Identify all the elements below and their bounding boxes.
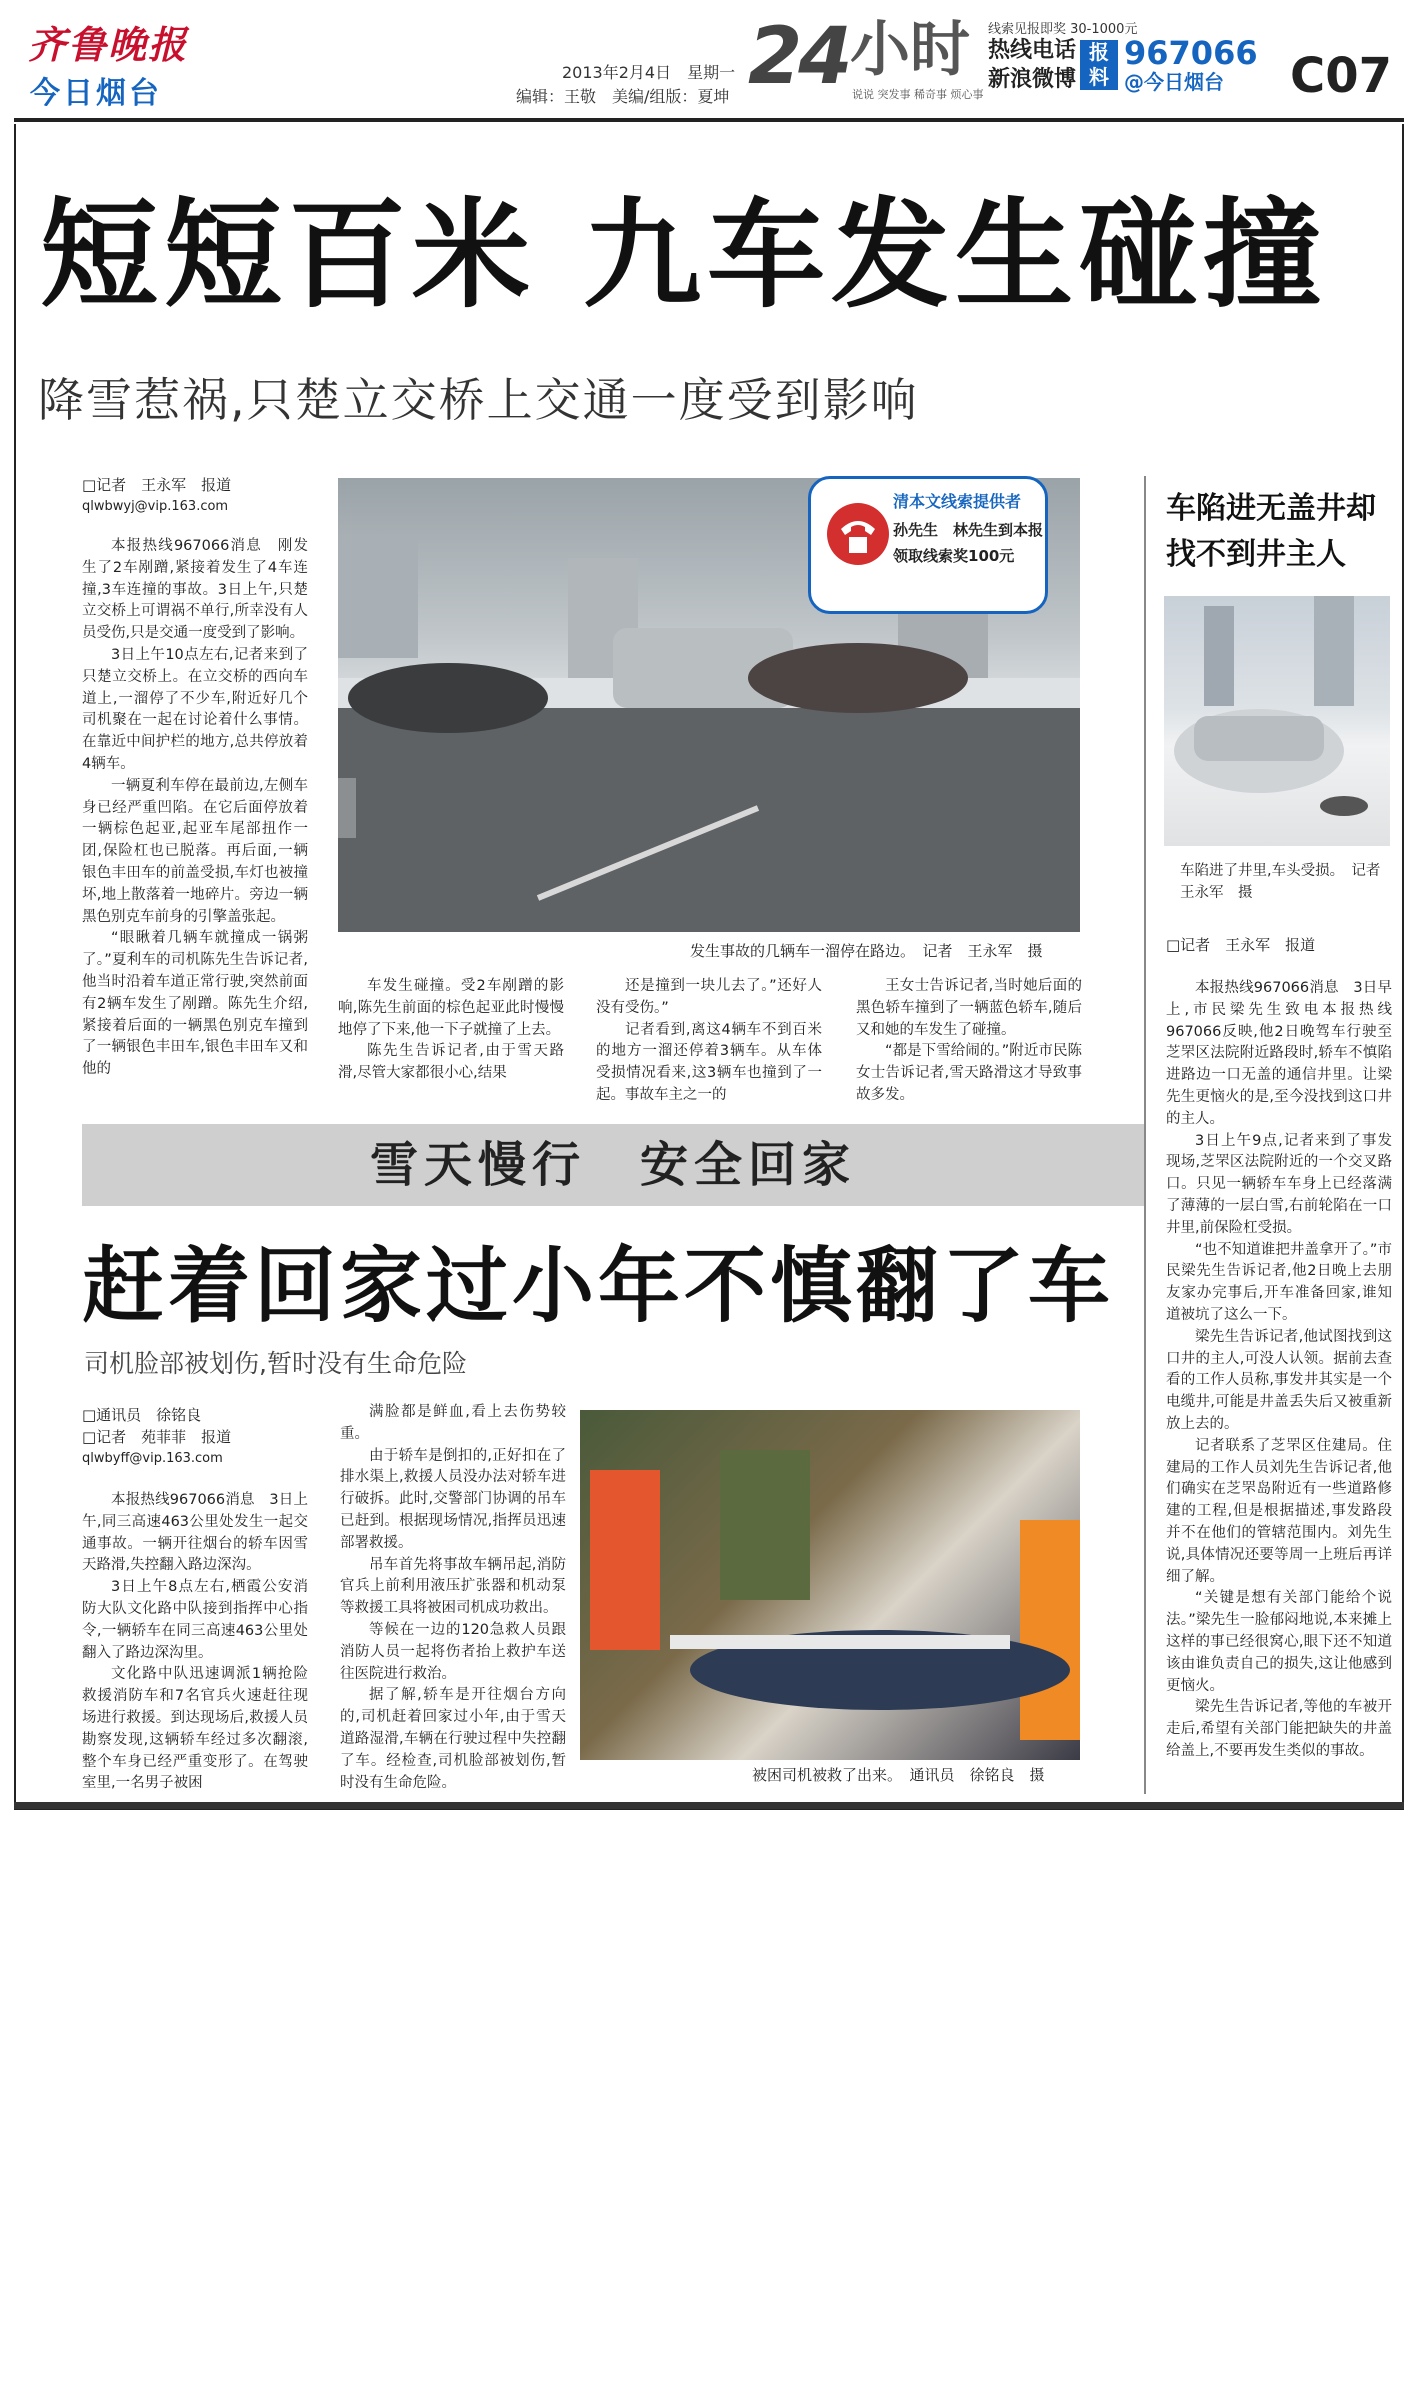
paragraph: 3日上午8点左右,栖霞公安消防大队文化路中队接到指挥中心指令,一辆轿车在同三高速463公里处翻入了路边深沟里。 xyxy=(82,1579,308,1661)
second-subheadline: 司机脸部被划伤,暂时没有生命危险 xyxy=(84,1349,467,1378)
main-column-3 xyxy=(596,976,822,1106)
sidebar-byline: □记者 王永军 报道 xyxy=(1166,936,1316,954)
paragraph: 吊车首先将事故车辆吊起,消防官兵上前利用液压扩张器和机动泵等救援工具将被困司机成功救出。 xyxy=(340,1556,566,1617)
paragraph: 王女士告诉记者,当时她后面的黑色轿车撞到了一辆蓝色轿车,随后又和她的车发生了碰撞。 xyxy=(856,978,1082,1038)
tip-reward-title: 清本文线索提供者 xyxy=(893,492,1022,511)
paragraph: “也不知道谁把井盖拿开了。”市民梁先生告诉记者,他2日晚上去朋友家办完事后,开车准备回家,谁知道被坑了这么一下。 xyxy=(1166,1241,1392,1323)
main-column-4 xyxy=(856,976,1082,1106)
byline-reporter: □记者 王永军 报道 xyxy=(82,476,232,494)
section-brand-number: 24 xyxy=(748,12,849,102)
main-byline xyxy=(82,474,332,518)
paragraph: 还是撞到一块儿去了。”还好人没有受伤。” xyxy=(596,978,822,1016)
baoliao-badge: 报料 xyxy=(1080,40,1118,90)
main-headline: 短短百米 九车发生碰撞 xyxy=(40,186,1328,324)
paragraph: 满脸都是鲜血,看上去伤势较重。 xyxy=(340,1404,566,1442)
phone-icon-glyph xyxy=(827,503,889,565)
tip-reward-amount: 领取线索奖100元 xyxy=(893,547,1015,565)
main-column-1 xyxy=(82,536,308,1106)
newspaper-logo: 齐鲁晚报 xyxy=(28,22,189,67)
reward-note: 线索见报即奖 30-1000元 xyxy=(988,22,1138,37)
sidebar-photo xyxy=(1164,596,1390,846)
tip-reward-names: 孙先生 林先生到本报 xyxy=(893,521,1044,539)
paragraph: 梁先生告诉记者,等他的车被开走后,希望有关部门能把缺失的井盖给盖上,不要再发生类似的事故。 xyxy=(1166,1699,1392,1759)
byline-email: qlwbyff@vip.163.com xyxy=(82,1451,223,1466)
header-rule xyxy=(14,118,1404,122)
tip-reward-box xyxy=(808,476,1048,614)
main-subheadline: 降雪惹祸,只楚立交桥上交通一度受到影响 xyxy=(38,373,919,427)
paragraph: 记者看到,离这4辆车不到百米的地方一溜还停着3辆车。从车体受损情况看来,这3辆车也撞到了一起。事故车主之一的 xyxy=(596,1021,822,1103)
page-number: C07 xyxy=(1290,48,1393,104)
byline-correspondent: □通讯员 徐铭良 xyxy=(82,1406,202,1424)
sidebar-body xyxy=(1166,978,1392,1792)
rescue-photo-caption: 被困司机被救了出来。 通讯员 徐铭良 摄 xyxy=(752,1766,1045,1784)
paragraph: “关键是想有关部门能给个说法。”梁先生一脸郁闷地说,本来摊上这样的事已经很窝心,眼下还不知道该由谁负责自己的损失,这让他感到更恼火。 xyxy=(1166,1590,1392,1694)
paragraph: 3日上午9点,记者来到了事发现场,芝罘区法院附近的一个交叉路口。只见一辆轿车车身上已经落满了薄薄的一层白雪,右前轮陷在一口井里,前保险杠受损。 xyxy=(1166,1132,1392,1236)
second-byline xyxy=(82,1404,322,1470)
weibo-label: 新浪微博 xyxy=(988,67,1077,92)
paragraph: 梁先生告诉记者,他试图找到这口井的主人,可没人认领。据前去查看的工作人员称,事发井其实是一个电缆井,可能是井盖丢失后又被重新放上去的。 xyxy=(1166,1328,1392,1432)
section-brand-subtitle: 说说 突发事 稀奇事 烦心事 xyxy=(852,88,984,101)
rescue-photo xyxy=(580,1410,1080,1760)
byline-reporter: □记者 苑菲菲 报道 xyxy=(82,1428,232,1446)
rescue-photo-illustration xyxy=(580,1410,1080,1760)
paragraph: 车发生碰撞。受2车剐蹭的影响,陈先生前面的棕色起亚此时慢慢地停了下来,他一下子就撞了上去。 xyxy=(338,978,564,1038)
photo-caption: 发生事故的几辆车一溜停在路边。 记者 王永军 摄 xyxy=(690,942,1043,960)
hotline-number: 967066 xyxy=(1124,34,1258,72)
paragraph: 据了解,轿车是开往烟台方向的,司机赶着回家过小年,由于雪天道路湿滑,车辆在行驶过程中失控翻了车。经检查,司机脸部被划伤,暂时没有生命危险。 xyxy=(340,1687,566,1791)
edition-name: 今日烟台 xyxy=(30,76,162,111)
hotline-labels xyxy=(988,36,1076,94)
column-divider xyxy=(1144,476,1146,1794)
frame-bottom-rule xyxy=(14,1802,1404,1809)
paragraph: 记者联系了芝罘区住建局。住建局的工作人员刘先生告诉记者,他们确实在芝罘岛附近有一些道路修建的工程,但是根据描述,事发路段并不在他们的管辖范围内。刘先生说,具体情况还要等周一上班后再详细了解。 xyxy=(1166,1437,1392,1585)
weibo-handle: @今日烟台 xyxy=(1124,70,1224,94)
paragraph: “都是下雪给闹的。”附近市民陈女士告诉记者,雪天路滑这才导致事故多发。 xyxy=(856,1043,1082,1103)
phone-icon xyxy=(827,503,889,565)
paragraph: 本报热线967066消息 3日上午,同三高速463公里处发生一起交通事故。一辆开往烟台的轿车因雪天路滑,失控翻入路边深沟。 xyxy=(82,1492,308,1574)
second-headline: 赶着回家过小年不慎翻了车 xyxy=(82,1239,1115,1334)
section-brand-text: 小时 xyxy=(850,15,970,85)
editor-line: 编辑：王敬 美编/组版：夏坤 xyxy=(516,87,730,106)
paragraph: 3日上午10点左右,记者来到了只楚立交桥上。在立交桥的西向车道上,一溜停了不少车,附近好几个司机聚在一起在讨论着什么事情。在靠近中间护栏的地方,总共停放着4辆车。 xyxy=(82,646,308,772)
hotline-label: 热线电话 xyxy=(988,38,1077,63)
paragraph: 陈先生告诉记者,由于雪天路滑,尽管大家都很小心,结果 xyxy=(338,1043,564,1082)
second-column-2 xyxy=(340,1402,566,1792)
main-column-2 xyxy=(338,976,564,1106)
second-column-1 xyxy=(82,1490,308,1790)
slogan-banner: 雪天慢行 安全回家 xyxy=(369,1137,856,1193)
sidebar-headline: 车陷进无盖井却找不到井主人 xyxy=(1166,491,1376,572)
paragraph: 一辆夏利车停在最前边,左侧车身已经严重凹陷。在它后面停放着一辆棕色起亚,起亚车尾部扭作一团,保险杠也已脱落。再后面,一辆银色丰田车的前盖受损,车灯也被撞坏,地上散落着一地碎片。旁边一辆黑色别克车前身的引擎盖张起。 xyxy=(82,777,308,925)
paragraph: 本报热线967066消息 刚发生了2车剐蹭,紧接着发生了4车连撞,3车连撞的事故。3日上午,只楚立交桥上可谓祸不单行,所幸没有人员受伤,只是交通一度受到了影响。 xyxy=(82,538,308,642)
sidebar-photo-illustration xyxy=(1164,596,1390,846)
paragraph: 等候在一边的120急救人员跟消防人员一起将伤者抬上救护车送往医院进行救治。 xyxy=(340,1621,566,1682)
paragraph: 文化路中队迅速调派1辆抢险救援消防车和7名官兵火速赶往现场进行救援。到达现场后,救援人员勘察发现,这辆轿车经过多次翻滚,整个车身已经严重变形了。在驾驶室里,一名男子被困 xyxy=(82,1666,308,1790)
byline-email: qlwbwyj@vip.163.com xyxy=(82,499,229,514)
issue-date: 2013年2月4日 星期一 xyxy=(562,63,736,82)
sidebar-photo-caption: 车陷进了井里,车头受损。 记者 王永军 摄 xyxy=(1180,863,1395,901)
paragraph: 由于轿车是倒扣的,正好扣在了排水渠上,救援人员没办法对轿车进行破拆。此时,交警部门协调的吊车已赶到。根据现场情况,指挥员迅速部署救援。 xyxy=(340,1447,566,1551)
paragraph: 本报热线967066消息 3日早上,市民梁先生致电本报热线967066反映,他2日晚驾车行驶至芝罘区法院附近路段时,轿车不慎陷进路边一口无盖的通信井里。让梁先生更恼火的是,至今没找到这口井的主人。 xyxy=(1166,980,1392,1127)
paragraph: “眼瞅着几辆车就撞成一锅粥了。”夏利车的司机陈先生告诉记者,他当时沿着车道正常行驶,突然前面有2辆车发生了剐蹭。陈先生介绍,紧接着后面的一辆黑色别克车撞到了一辆银色丰田车,银色丰田车又和他的 xyxy=(82,930,308,1078)
